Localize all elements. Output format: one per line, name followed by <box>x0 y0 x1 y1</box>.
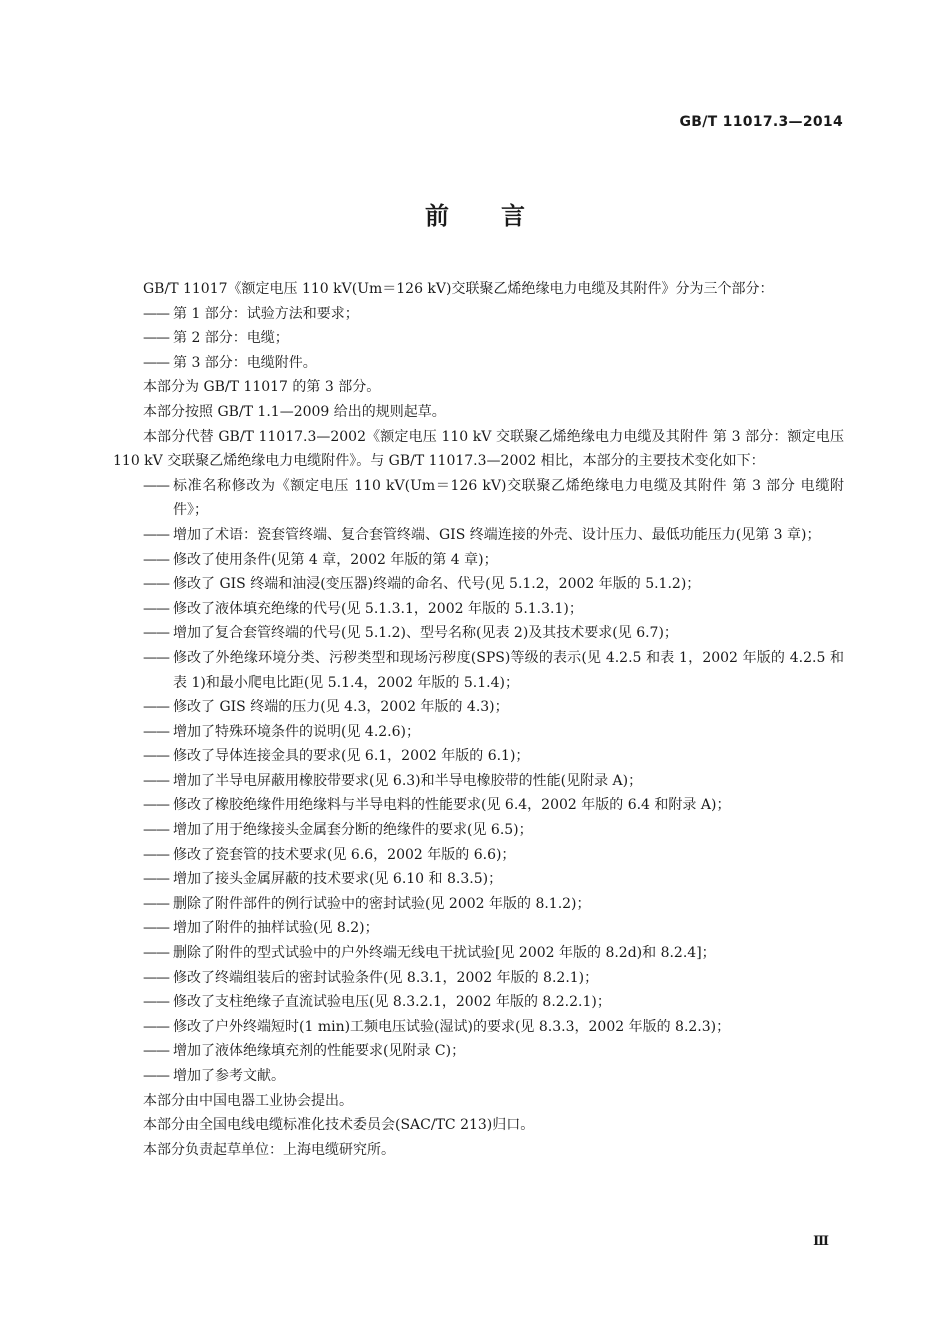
change-list-item <box>143 916 844 941</box>
change-list-item <box>143 548 844 573</box>
drafter-paragraph: 本部分负责起草单位：上海电缆研究所。 <box>143 1141 395 1158</box>
change-list-item <box>143 941 844 966</box>
list-item-text: 增加了参考文献。 <box>173 1068 285 1084</box>
list-item-text: 增加了复合套管终端的代号(见 5.1.2)、型号名称(见表 2)及其技术要求(见 6.7)； <box>173 625 678 642</box>
dash-marker: —— <box>143 748 169 765</box>
change-list-item <box>143 990 844 1015</box>
list-item-text: 修改了 GIS 终端和油浸(变压器)终端的命名、代号(见 5.1.2，2002 年版的 5.1.2)； <box>173 576 701 593</box>
list-item-text: 第 3 部分：电缆附件。 <box>173 354 317 371</box>
proposer-paragraph: 本部分由中国电器工业协会提出。 <box>143 1092 353 1109</box>
dash-marker: —— <box>143 1068 169 1084</box>
change-list-item <box>143 892 844 917</box>
change-list-item <box>143 818 844 843</box>
list-item-text: 修改了使用条件(见第 4 章，2002 年版的第 4 章)； <box>173 551 498 568</box>
dash-marker: —— <box>143 994 169 1011</box>
dash-marker: —— <box>143 871 169 888</box>
centralized-paragraph: 本部分由全国电线电缆标准化技术委员会(SAC/TC 213)归口。 <box>143 1117 535 1134</box>
dash-marker: —— <box>143 354 169 371</box>
list-item-text: 修改了 GIS 终端的压力(见 4.3，2002 年版的 4.3)； <box>173 699 509 716</box>
foreword-body <box>113 277 844 1162</box>
dash-marker: —— <box>143 625 169 642</box>
change-list-item <box>143 474 844 523</box>
dash-marker: —— <box>143 1043 169 1060</box>
list-item-text: 删除了附件部件的例行试验中的密封试验(见 2002 年版的 8.1.2)； <box>173 895 591 912</box>
part-list-item <box>143 302 844 327</box>
list-item-text: 修改了终端组装后的密封试验条件(见 8.3.1，2002 年版的 8.2.1)； <box>173 969 599 986</box>
list-item-text: 修改了橡胶绝缘件用绝缘料与半导电料的性能要求(见 6.4，2002 年版的 6.4 和附录 A)； <box>173 797 731 814</box>
dash-marker: —— <box>143 649 169 666</box>
dash-marker: —— <box>143 576 169 593</box>
change-list-item <box>143 1015 844 1040</box>
drafting-rule-paragraph: 本部分按照 GB/T 1.1—2009 给出的规则起草。 <box>143 403 446 420</box>
list-item-text: 增加了附件的抽样试验(见 8.2)； <box>173 920 379 937</box>
list-item-text: 第 2 部分：电缆； <box>173 330 289 347</box>
replaces-paragraph: 本部分代替 GB/T 11017.3—2002《额定电压 110 kV 交联聚乙烯绝缘电力电缆及其附件 第 3 部分：额定电压 110 kV 交联聚乙烯绝缘电力电缆附件》。与 GB/T 11017.3—2002 相比，本部分的主要技术变化如下： <box>113 428 844 470</box>
list-item-text: 修改了外绝缘环境分类、污秽类型和现场污秽度(SPS)等级的表示(见 4.2.5 和表 1，2002 年版的 4.2.5 和表 1)和最小爬电比距(见 5.1.4，2002 年版的 5.1.4)； <box>173 649 844 691</box>
dash-marker: —— <box>143 822 169 839</box>
dash-marker: —— <box>143 699 169 716</box>
dash-marker: —— <box>143 600 169 617</box>
list-item-text: 修改了瓷套管的技术要求(见 6.6，2002 年版的 6.6)； <box>173 846 516 863</box>
list-item-text: 增加了特殊环境条件的说明(见 4.2.6)； <box>173 723 420 740</box>
change-list-item <box>143 695 844 720</box>
dash-marker: —— <box>143 969 169 986</box>
list-item-text: 增加了半导电屏蔽用橡胶带要求(见 6.3)和半导电橡胶带的性能(见附录 A)； <box>173 772 643 789</box>
part-list-item <box>143 326 844 351</box>
dash-marker: —— <box>143 551 169 568</box>
this-part-paragraph: 本部分为 GB/T 11017 的第 3 部分。 <box>143 379 381 396</box>
list-item-text: 增加了液体绝缘填充剂的性能要求(见附录 C)； <box>173 1043 466 1060</box>
change-list-item <box>143 572 844 597</box>
dash-marker: —— <box>143 526 169 543</box>
dash-marker: —— <box>143 797 169 814</box>
page-title <box>0 196 950 231</box>
list-item-text: 修改了支柱绝缘子直流试验电压(见 8.3.2.1，2002 年版的 8.2.2.1)； <box>173 994 611 1011</box>
intro-paragraph: GB/T 11017《额定电压 110 kV(Um＝126 kV)交联聚乙烯绝缘电力电缆及其附件》分为三个部分： <box>143 281 774 297</box>
change-list-item <box>143 1039 844 1064</box>
list-item-text: 修改了户外终端短时(1 min)工频电压试验(湿试)的要求(见 8.3.3，2002 年版的 8.2.3)； <box>173 1018 731 1035</box>
part-list-item <box>143 351 844 376</box>
dash-marker: —— <box>143 477 169 494</box>
dash-marker: —— <box>143 1018 169 1035</box>
list-item-text: 删除了附件的型式试验中的户外终端无线电干扰试验[见 2002 年版的 8.2d)和 8.2.4]； <box>173 945 716 962</box>
changes-list <box>143 474 844 1089</box>
list-item-text: 增加了用于绝缘接头金属套分断的绝缘件的要求(见 6.5)； <box>173 822 533 839</box>
dash-marker: —— <box>143 723 169 740</box>
change-list-item <box>143 621 844 646</box>
list-item-text: 修改了导体连接金具的要求(见 6.1，2002 年版的 6.1)； <box>173 748 530 765</box>
dash-marker: —— <box>143 305 169 322</box>
change-list-item <box>143 843 844 868</box>
dash-marker: —— <box>143 330 169 347</box>
list-item-text: 第 1 部分：试验方法和要求； <box>173 305 359 322</box>
list-item-text: 增加了术语：瓷套管终端、复合套管终端、GIS 终端连接的外壳、设计压力、最低功能压力(见第 3 章)； <box>173 526 821 543</box>
standard-number: GB/T 11017.3—2014 <box>679 114 843 130</box>
list-item-text: 修改了液体填充绝缘的代号(见 5.1.3.1，2002 年版的 5.1.3.1)； <box>173 600 583 617</box>
list-item-text: 增加了接头金属屏蔽的技术要求(见 6.10 和 8.3.5)； <box>173 871 503 888</box>
change-list-item <box>143 769 844 794</box>
change-list-item <box>143 646 844 695</box>
change-list-item <box>143 867 844 892</box>
list-item-text: 标准名称修改为《额定电压 110 kV(Um＝126 kV)交联聚乙烯绝缘电力电缆及其附件 第 3 部分 电缆附件》； <box>173 477 844 519</box>
dash-marker: —— <box>143 772 169 789</box>
change-list-item <box>143 1064 844 1089</box>
change-list-item <box>143 744 844 769</box>
page-number: Ⅲ <box>813 1234 829 1249</box>
dash-marker: —— <box>143 846 169 863</box>
change-list-item <box>143 793 844 818</box>
change-list-item <box>143 720 844 745</box>
dash-marker: —— <box>143 945 169 962</box>
title-char-1: 前 <box>425 202 449 230</box>
dash-marker: —— <box>143 920 169 937</box>
change-list-item <box>143 597 844 622</box>
change-list-item <box>143 523 844 548</box>
dash-marker: —— <box>143 895 169 912</box>
change-list-item <box>143 966 844 991</box>
title-char-2: 言 <box>501 202 525 230</box>
